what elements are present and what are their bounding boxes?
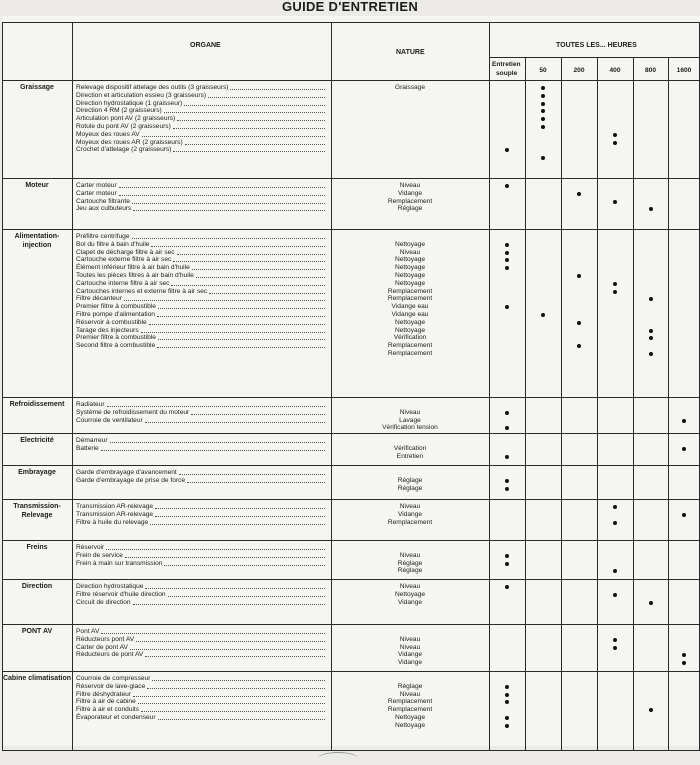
interval-dot-800 (649, 297, 653, 301)
dotted-leader (130, 649, 325, 650)
interval-dot-400 (613, 521, 617, 525)
organe-item: Carter moteur (76, 189, 117, 197)
organe-item: Bol du filtre à bain d'huile (76, 240, 150, 248)
organe-item: Filtre à air et conduits (76, 706, 140, 714)
dotted-leader (155, 516, 325, 517)
dotted-leader (110, 442, 325, 443)
nature-item: Remplacement (387, 350, 433, 357)
dotted-leader (157, 316, 325, 317)
interval-dot-800 (649, 352, 653, 356)
nature-item: Nettoyage (394, 326, 426, 334)
nature-item: Vidange eau (391, 303, 429, 311)
organe-item: Cartouches internes et externe filtre à air sec (76, 287, 208, 295)
header-interval-400: 400 (609, 67, 621, 74)
nature-item: Niveau (399, 503, 421, 510)
grid-line-horizontal (2, 671, 700, 672)
interval-dot-400 (613, 200, 617, 204)
organe-item: Cartouche filtrante (76, 197, 130, 205)
nature-item: Nettoyage (394, 714, 426, 721)
interval-dot-entretien (505, 266, 509, 270)
organe-item: Réservoir à combustible (76, 318, 147, 326)
dotted-leader (147, 688, 325, 689)
header-souple: souple (496, 70, 518, 77)
grid-line-horizontal (2, 80, 700, 81)
dotted-leader (173, 151, 325, 152)
organe-item: Moyeux des roues AV (76, 130, 140, 138)
organe-item: Tarage des injecteurs (76, 326, 139, 334)
dotted-leader (230, 89, 325, 90)
dotted-leader (177, 120, 325, 121)
header-nature: NATURE (396, 49, 425, 56)
dotted-leader (119, 187, 325, 188)
dotted-leader (133, 696, 325, 697)
interval-dot-800 (649, 207, 653, 211)
dotted-leader (187, 482, 325, 483)
organe-item: Filtre réservoir d'huile direction (76, 590, 166, 598)
interval-dot-50 (541, 86, 545, 90)
dotted-leader (138, 703, 325, 704)
nature-item: Réglage (397, 205, 423, 213)
interval-dot-entretien (505, 251, 509, 255)
organe-item: Carter moteur (76, 182, 117, 189)
organe-item: Rotule du pont AV (2 graisseurs) (76, 123, 171, 130)
grid-line-horizontal (2, 579, 700, 580)
interval-dot-200 (577, 274, 581, 278)
organe-item: Filtre décanteur (76, 295, 122, 303)
dotted-leader (157, 347, 325, 348)
grid-line-horizontal (2, 540, 700, 541)
nature-item: Niveau (399, 551, 421, 559)
section-label: Cabine climatisation (2, 675, 72, 682)
dotted-leader (164, 112, 325, 113)
grid-line-vertical (561, 57, 562, 750)
nature-item: Remplacement (387, 706, 433, 714)
dotted-leader (158, 719, 325, 720)
organe-item: Frein de service (76, 551, 123, 559)
organe-item: Réservoir (76, 544, 105, 551)
nature-item: Vidange (397, 189, 423, 197)
interval-dot-50 (541, 117, 545, 121)
interval-dot-1600 (682, 419, 686, 423)
interval-dot-entretien (505, 700, 509, 704)
section-label: Electricité (20, 437, 54, 444)
interval-dot-1600 (682, 661, 686, 665)
organe-item: Élément inférieur filtre à air bain d'huile (76, 264, 190, 272)
header-organe: ORGANE (190, 42, 221, 49)
interval-dot-400 (613, 290, 617, 294)
organe-item: Articulation pont AV (2 graisseurs) (76, 115, 176, 123)
interval-dot-400 (613, 141, 617, 145)
nature-item: Vérification tension (382, 424, 438, 432)
interval-dot-entretien (505, 426, 509, 430)
interval-dot-entretien (505, 411, 509, 415)
organe-item: Évaporateur et condenseur (76, 714, 156, 721)
organe-item: Premier filtre à combustible (76, 334, 156, 342)
grid-line-vertical (489, 22, 490, 750)
organe-item: Courroie de ventilateur (76, 416, 143, 424)
nature-item: Nettoyage (394, 318, 426, 326)
interval-dot-1600 (682, 653, 686, 657)
dotted-leader (136, 641, 325, 642)
dotted-leader (101, 633, 325, 634)
grid-line-horizontal (2, 499, 700, 500)
nature-item: Lavage (399, 416, 421, 424)
interval-dot-50 (541, 313, 545, 317)
interval-dot-1600 (682, 447, 686, 451)
organe-item: Crochet d'attelage (2 graisseurs) (76, 146, 172, 154)
organe-item: Premier filtre à combustible (76, 303, 156, 311)
interval-dot-200 (577, 192, 581, 196)
dotted-leader (209, 293, 325, 294)
organe-item: Filtre à air de cabine (76, 698, 136, 706)
interval-dot-entretien (505, 724, 509, 728)
grid-line-horizontal (2, 465, 700, 466)
organe-item: Clapet de décharge filtre à air sec (76, 248, 175, 256)
page-title: GUIDE D'ENTRETIEN (281, 0, 419, 14)
organe-item: Relevage dispositif attelage des outils (3 graisseurs) (76, 84, 229, 91)
interval-dot-400 (613, 646, 617, 650)
dotted-leader (151, 246, 325, 247)
nature-item: Nettoyage (394, 590, 426, 598)
section-label: Refroidissement (9, 401, 65, 408)
nature-item: Réglage (397, 682, 423, 690)
dotted-leader (168, 596, 325, 597)
header-interval-1600: 1600 (676, 67, 692, 74)
dotted-leader (208, 97, 325, 98)
organe-item: Toutes les pièces filtres à air bain d'huile (76, 272, 194, 279)
dotted-leader (145, 656, 325, 657)
interval-dot-entretien (505, 693, 509, 697)
organe-item: Préfiltre centrifuge (76, 233, 130, 240)
nature-item: Réglage (397, 484, 423, 492)
interval-dot-200 (577, 321, 581, 325)
nature-item: Réglage (397, 567, 423, 575)
nature-item: Niveau (399, 408, 421, 416)
interval-dot-400 (613, 593, 617, 597)
nature-item: Vidange (397, 598, 423, 606)
dotted-leader (150, 524, 325, 525)
grid-line-horizontal (2, 229, 700, 230)
interval-dot-400 (613, 638, 617, 642)
grid-line-vertical (668, 57, 669, 750)
nature-item: Vérification (393, 334, 427, 342)
dotted-leader (158, 339, 325, 340)
section-label: Graissage (20, 84, 54, 91)
organe-item: Moyeux des roues AR (2 graisseurs) (76, 138, 183, 146)
interval-dot-800 (649, 336, 653, 340)
dotted-leader (106, 549, 325, 550)
interval-dot-800 (649, 601, 653, 605)
dotted-leader (158, 308, 325, 309)
dotted-leader (192, 269, 325, 270)
organe-item: Transmission AR-relevage (76, 510, 154, 518)
dotted-leader (145, 588, 325, 589)
dotted-leader (184, 105, 325, 106)
organe-item: Système de refroidissement du moteur (76, 408, 190, 416)
interval-dot-entretien (505, 487, 509, 491)
grid-line-vertical (72, 22, 73, 750)
dotted-leader (173, 261, 325, 262)
dotted-leader (149, 324, 325, 325)
grid-line-horizontal (2, 624, 700, 625)
dotted-leader (119, 195, 325, 196)
section-label: PONT AV (21, 628, 53, 635)
page-fold-mark (318, 752, 358, 765)
dotted-leader (152, 680, 325, 681)
organe-item: Filtre à huile du relevage (76, 518, 149, 526)
organe-item: Radiateur (76, 401, 105, 408)
organe-item: Réducteurs de pont AV (76, 651, 144, 659)
nature-item: Niveau (399, 583, 421, 590)
dotted-leader (155, 508, 325, 509)
organe-item: Filtre pompe d'alimentation (76, 311, 155, 318)
organe-item: Pont AV (76, 628, 100, 635)
dotted-leader (132, 203, 325, 204)
nature-item: Remplacement (387, 295, 433, 303)
nature-item: Nettoyage (394, 279, 426, 287)
nature-item: Réglage (397, 559, 423, 567)
grid-line-vertical (525, 57, 526, 750)
header-entretien: Entretien (492, 61, 521, 68)
nature-item: Niveau (399, 690, 421, 698)
interval-dot-50 (541, 156, 545, 160)
section-label: Direction (21, 583, 53, 590)
dotted-leader (145, 422, 325, 423)
organe-item: Courroie de compresseur (76, 675, 151, 682)
interval-dot-400 (613, 282, 617, 286)
dotted-leader (132, 238, 325, 239)
interval-dot-50 (541, 109, 545, 113)
interval-dot-1600 (682, 513, 686, 517)
interval-dot-entretien (505, 685, 509, 689)
organe-item: Direction hydrostatique (1 graisseur) (76, 99, 183, 107)
dotted-leader (179, 474, 325, 475)
nature-item: Graissage (394, 84, 426, 91)
grid-line-horizontal (2, 397, 700, 398)
interval-dot-entretien (505, 184, 509, 188)
organe-item: Jeu aux culbuteurs (76, 205, 132, 213)
interval-dot-800 (649, 708, 653, 712)
nature-item: Remplacement (387, 287, 433, 295)
interval-dot-entretien (505, 562, 509, 566)
section-label: Embrayage (18, 469, 56, 476)
interval-dot-entretien (505, 243, 509, 247)
nature-item: Remplacement (387, 698, 433, 706)
nature-item: Vidange (397, 510, 423, 518)
nature-item: Niveau (399, 635, 421, 643)
interval-dot-entretien (505, 305, 509, 309)
interval-dot-50 (541, 102, 545, 106)
grid-line-vertical (331, 22, 332, 750)
interval-dot-800 (649, 329, 653, 333)
interval-dot-entretien (505, 716, 509, 720)
nature-item: Remplacement (387, 197, 433, 205)
section-label: Moteur (25, 182, 49, 189)
interval-dot-400 (613, 569, 617, 573)
nature-item: Réglage (397, 476, 423, 484)
organe-item: Réducteurs pont AV (76, 635, 135, 643)
nature-item: Remplacement (387, 518, 433, 526)
organe-item: Circuit de direction (76, 598, 131, 606)
dotted-leader (141, 711, 325, 712)
nature-item: Entretien (396, 452, 424, 460)
nature-item: Vidange eau (391, 311, 429, 318)
nature-item: Niveau (399, 248, 421, 256)
dotted-leader (177, 254, 325, 255)
section-label: Transmission-Relevage (13, 503, 61, 519)
organe-item: Garde d'embrayage d'avancement (76, 469, 177, 476)
organe-item: Frein à main sur transmission (76, 559, 163, 567)
organe-item: Cartouche externe filtre à air sec (76, 256, 172, 264)
dotted-leader (101, 450, 325, 451)
organe-item: Direction hydrostatique (76, 583, 144, 590)
grid-line-vertical (633, 57, 634, 750)
dotted-leader (196, 277, 325, 278)
dotted-leader (191, 414, 325, 415)
interval-dot-400 (613, 505, 617, 509)
nature-item: Niveau (399, 643, 421, 651)
nature-item: Remplacement (387, 342, 433, 350)
section-label: Freins (26, 544, 48, 551)
interval-dot-400 (613, 133, 617, 137)
interval-dot-50 (541, 94, 545, 98)
organe-item: Transmission AR-relevage (76, 503, 154, 510)
organe-item: Filtre déshydrateur (76, 690, 131, 698)
organe-item: Direction et articulation essieu (3 graisseurs) (76, 91, 207, 99)
dotted-leader (133, 604, 325, 605)
interval-dot-entretien (505, 148, 509, 152)
grid-line-horizontal (2, 750, 700, 751)
interval-dot-entretien (505, 455, 509, 459)
dotted-leader (141, 332, 325, 333)
dotted-leader (185, 144, 325, 145)
organe-item: Cartouche interne filtre à air sec (76, 279, 170, 287)
interval-dot-entretien (505, 258, 509, 262)
grid-line-horizontal (2, 22, 700, 23)
interval-dot-50 (541, 125, 545, 129)
interval-dot-entretien (505, 554, 509, 558)
header-interval-800: 800 (644, 67, 656, 74)
organe-item: Garde d'embrayage de prise de force (76, 476, 186, 484)
organe-item: Réservoir de lave-glace (76, 682, 146, 690)
nature-item: Nettoyage (394, 256, 426, 264)
nature-item: Vérification (393, 444, 427, 452)
interval-dot-entretien (505, 479, 509, 483)
dotted-leader (173, 128, 325, 129)
grid-line-horizontal (2, 433, 700, 434)
dotted-leader (164, 565, 325, 566)
nature-item: Nettoyage (394, 721, 426, 729)
nature-item: Vidange (397, 659, 423, 667)
nature-item: Vidange (397, 651, 423, 659)
grid-line-vertical (2, 22, 3, 750)
nature-item: Nettoyage (394, 264, 426, 272)
interval-dot-entretien (505, 585, 509, 589)
header-toutes-les-heures: TOUTES LES... HEURES (556, 42, 637, 49)
nature-item: Niveau (399, 182, 421, 189)
interval-dot-200 (577, 344, 581, 348)
dotted-leader (133, 210, 325, 211)
organe-item: Carter de pont AV (76, 643, 128, 651)
organe-item: Batterie (76, 444, 99, 452)
header-interval-50: 50 (539, 67, 547, 74)
organe-item: Démarreur (76, 437, 108, 444)
section-label: Alimentation-injection (14, 233, 60, 249)
grid-line-horizontal (2, 178, 700, 179)
organe-item: Second filtre à combustible (76, 342, 156, 350)
grid-line-vertical (597, 57, 598, 750)
nature-item: Nettoyage (394, 272, 426, 279)
header-interval-200: 200 (573, 67, 585, 74)
organe-item: Direction 4 RM (2 graisseurs) (76, 107, 162, 115)
nature-item: Nettoyage (394, 240, 426, 248)
